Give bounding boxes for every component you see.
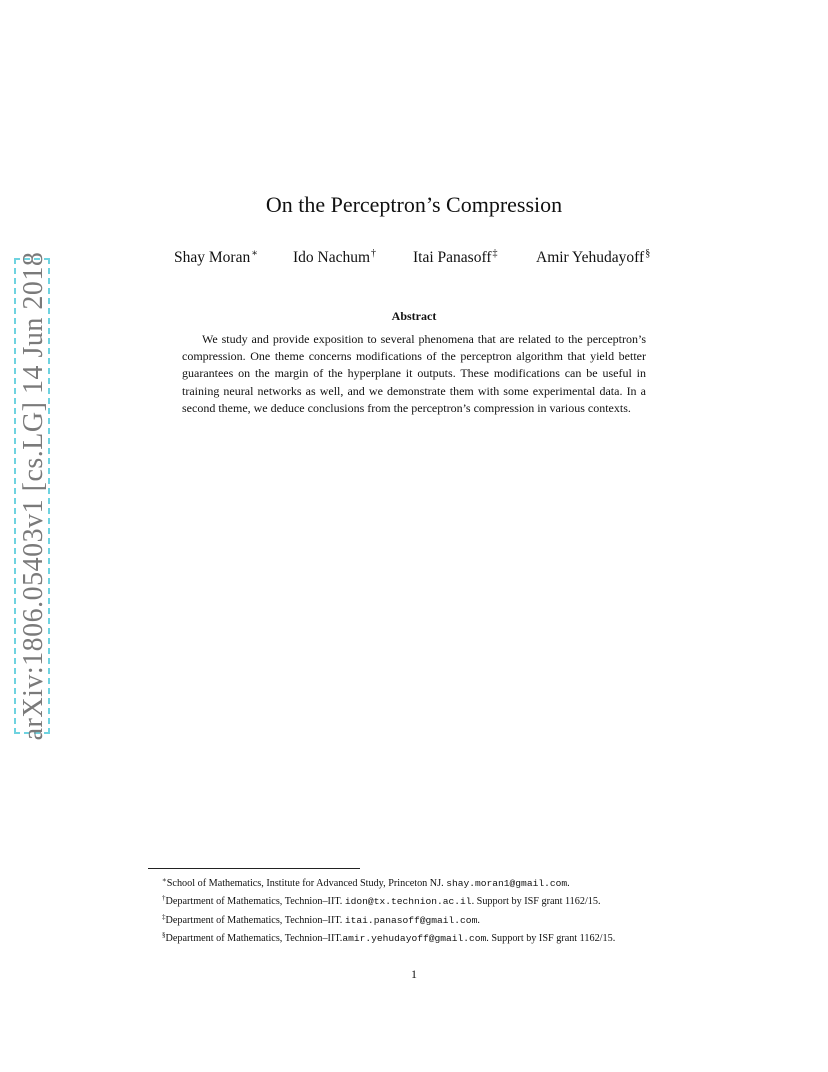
footnote-after: . <box>567 878 570 889</box>
footnote-mark: ‡ <box>162 912 166 921</box>
footnote-email: idon@tx.technion.ac.il <box>344 896 472 908</box>
author <box>174 248 258 267</box>
footnote-mark: ∗ <box>162 876 167 884</box>
author <box>413 248 497 267</box>
paper-title: On the Perceptron’s Compression <box>265 192 563 217</box>
footnotes <box>148 873 680 947</box>
author-name: Itai Panasoff <box>413 249 492 266</box>
footnote-after: . <box>477 914 480 926</box>
arxiv-identifier: arXiv:1806.05403v1 [cs.LG] 14 Jun 2018 <box>18 251 49 741</box>
author-footnote-mark: ∗ <box>251 248 258 259</box>
footnote-rule <box>148 868 360 869</box>
author-name: Shay Moran <box>174 249 251 266</box>
abstract-body: We study and provide exposition to several phenomena that are related to the perceptron’s compression. One theme concerns modifications of the perceptron algorithm that yield better guarantees on the margin of the hyperplane it outputs. These modifications can be useful in training neural networks as well, and we demonstrate them with some experimental data. In a second theme, we deduce conclusions from the perceptron’s compression in various contexts. <box>182 332 646 415</box>
author-footnote-mark: § <box>645 248 651 259</box>
author-list <box>0 248 828 272</box>
footnote-after: . Support by ISF grant 1162/15. <box>471 896 601 908</box>
footnote-text: Department of Mathematics, Technion–IIT. <box>165 896 345 908</box>
footnote-text: School of Mathematics, Institute for Advanced Study, Princeton NJ. <box>166 878 447 889</box>
footnote <box>148 928 680 946</box>
page-number: 1 <box>411 967 417 981</box>
footnote-mark: § <box>162 931 166 940</box>
abstract-heading: Abstract <box>391 309 437 323</box>
author-footnote-mark: ‡ <box>492 248 498 259</box>
author <box>293 248 376 267</box>
footnote <box>148 910 680 928</box>
footnote-after: . Support by ISF grant 1162/15. <box>486 933 616 945</box>
author-footnote-mark: † <box>371 248 377 259</box>
author-name: Amir Yehudayoff <box>536 249 645 266</box>
footnote-text: Department of Mathematics, Technion–IIT. <box>165 933 343 945</box>
author <box>536 248 650 267</box>
author-name: Ido Nachum <box>293 249 371 266</box>
footnote <box>148 891 680 909</box>
footnote-text: Department of Mathematics, Technion–IIT. <box>165 914 345 926</box>
footnote-email: itai.panasoff@gmail.com <box>344 914 478 926</box>
footnote-mark: † <box>162 894 166 903</box>
footnote-email: shay.moran1@gmail.com <box>446 878 568 889</box>
footnote-email: amir.yehudayoff@gmail.com <box>342 933 487 945</box>
footnote <box>148 873 680 891</box>
